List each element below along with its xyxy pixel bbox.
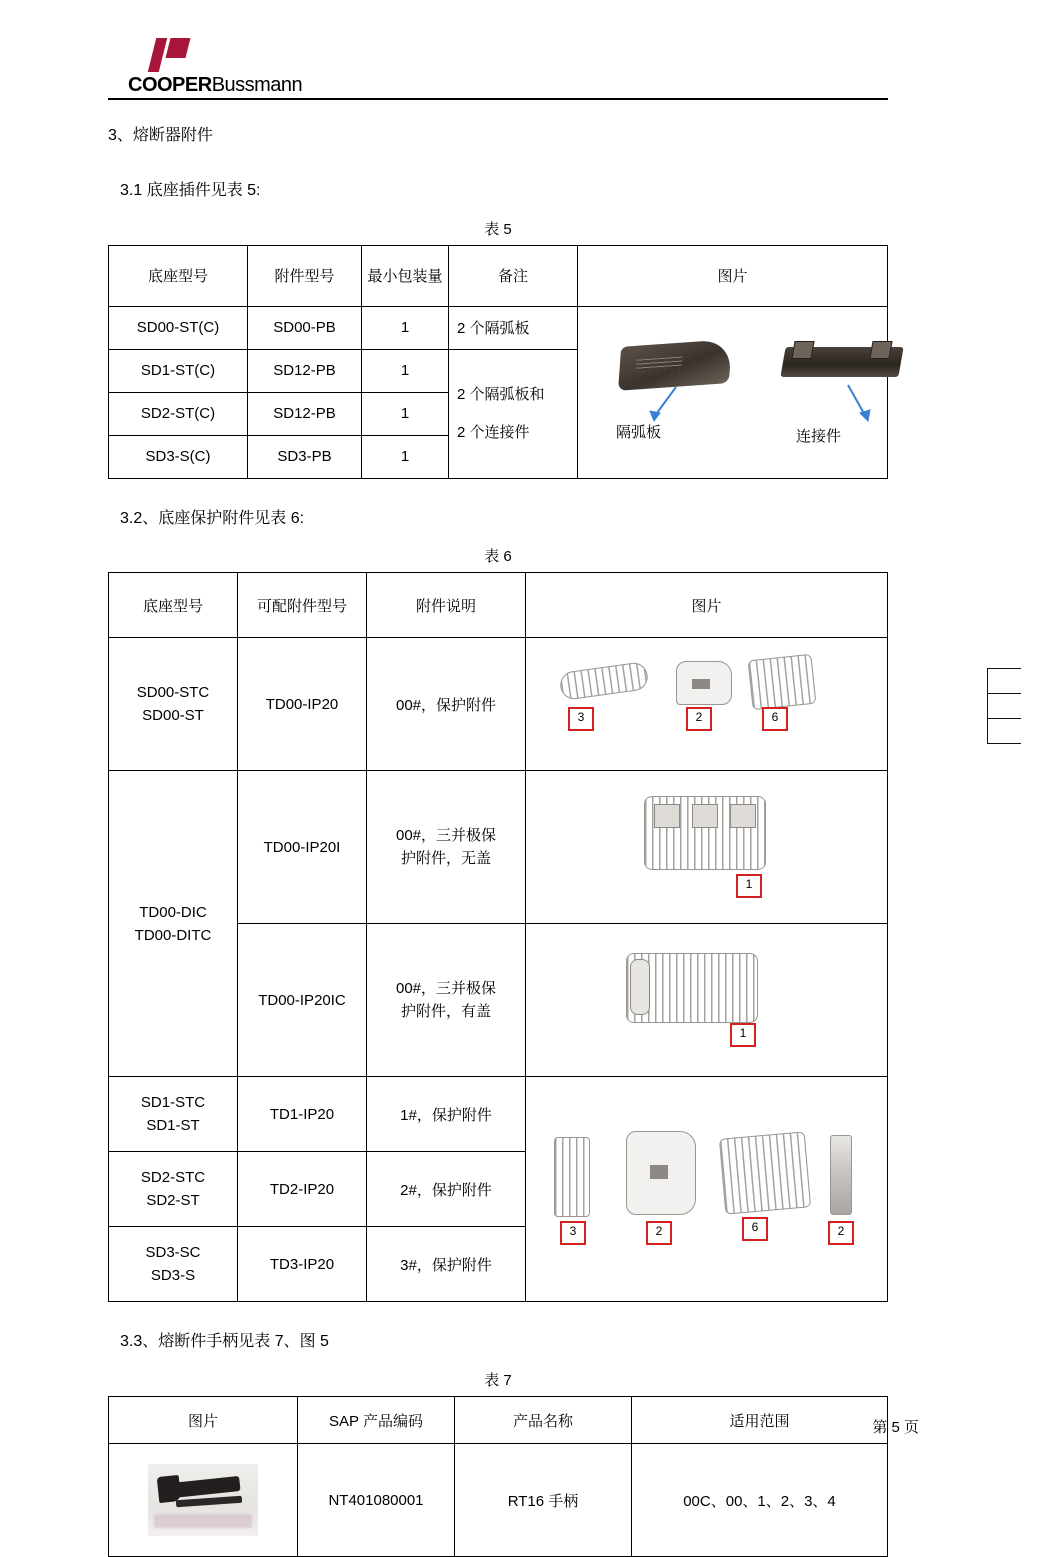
table6-figure-cell-1 [526, 638, 888, 771]
base-line-2: TD00-DITC [134, 926, 212, 944]
logo-brand-primary: COOPER [128, 74, 212, 96]
table5-header-acc: 附件型号 [248, 245, 362, 306]
desc-line-1: 00#，三并极保 [395, 827, 497, 845]
figure-ip20i-part [526, 778, 887, 916]
table6-cell-desc: 00#，保护附件 [367, 638, 526, 771]
table6-cell-base [109, 1152, 238, 1227]
table6-cell-desc [367, 771, 526, 924]
table6-header-row [109, 573, 888, 638]
callout-tag: 3 [560, 1221, 586, 1245]
table7-header-name: 产品名称 [455, 1397, 632, 1444]
base-line-1: SD3-SC [145, 1244, 201, 1262]
figure-label-left: 隔弧板 [616, 423, 662, 441]
table6-cell-acc: TD3-IP20 [238, 1227, 367, 1302]
base-line-2: SD3-S [150, 1267, 196, 1285]
table6-header-acc: 可配附件型号 [238, 573, 367, 638]
table7-cell-sap: NT401080001 [298, 1444, 455, 1557]
figure-ip20-parts [526, 645, 887, 763]
base-line-1: SD2-STC [140, 1169, 206, 1187]
table5-cell-note-first: 2 个隔弧板 [449, 306, 578, 349]
header-divider [108, 98, 888, 100]
table6-cell-base [109, 1077, 238, 1152]
table7-caption: 表 7 [484, 1372, 512, 1390]
page-content [108, 0, 888, 1557]
callout-tag: 1 [736, 874, 762, 898]
table5-cell-qty: 1 [362, 392, 449, 435]
page-footer: 第 5 页 [872, 1419, 919, 1436]
table-row [109, 1077, 888, 1152]
table7-cell-image [109, 1444, 298, 1557]
rt16-handle-photo [148, 1464, 258, 1536]
callout-tag: 2 [646, 1221, 672, 1245]
table-5 [108, 245, 888, 479]
table5-caption: 表 5 [484, 220, 512, 238]
table6-header-image: 图片 [526, 573, 888, 638]
table6-cell-base [109, 771, 238, 1077]
table6-caption: 表 6 [484, 548, 512, 566]
table6-cell-acc: TD1-IP20 [238, 1077, 367, 1152]
logo-wordmark [128, 74, 303, 97]
callout-tag: 2 [828, 1221, 854, 1245]
table-6 [108, 572, 888, 1302]
table6-figure-cell-4 [526, 1077, 888, 1302]
table5-cell-acc: SD12-PB [248, 392, 362, 435]
table6-cell-desc: 3#，保护附件 [367, 1227, 526, 1302]
callout-tag: 6 [762, 707, 788, 731]
table5-figure-cell [578, 306, 888, 478]
base-line-2: SD1-ST [146, 1117, 200, 1135]
base-line-2: SD00-ST [142, 707, 204, 725]
note-line-2: 2 个连接件 [457, 423, 530, 441]
figure-ip20-series-parts [526, 1091, 887, 1287]
table6-cell-acc: TD00-IP20IC [238, 924, 367, 1077]
table6-figure-cell-2 [526, 771, 888, 924]
margin-revision-marks [987, 668, 1021, 744]
table5-cell-qty: 1 [362, 435, 449, 478]
table6-cell-base [109, 1227, 238, 1302]
desc-line-2: 护附件，无盖 [400, 850, 491, 868]
base-line-1: SD00-STC [136, 684, 210, 702]
table5-cell-acc: SD12-PB [248, 349, 362, 392]
section-title: 3、熔断器附件 [108, 127, 213, 144]
cooper-bussmann-logo [128, 38, 303, 96]
table6-cell-acc: TD00-IP20 [238, 638, 367, 771]
subsection-3-2-title: 3.2、底座保护附件见表 6: [120, 509, 305, 527]
base-line-1: SD1-STC [140, 1094, 206, 1112]
base-line-1: TD00-DIC [139, 903, 207, 921]
table5-cell-note-rest [449, 349, 578, 478]
logo-brand-secondary: Bussmann [211, 74, 303, 96]
table6-cell-base [109, 638, 238, 771]
table5-cell-base: SD3-S(C) [109, 435, 248, 478]
table6-cell-acc: TD00-IP20I [238, 771, 367, 924]
table7-cell-name: RT16 手柄 [455, 1444, 632, 1557]
table5-cell-qty: 1 [362, 349, 449, 392]
callout-tag: 6 [742, 1217, 768, 1241]
table5-figure [578, 325, 887, 460]
callout-tag: 2 [686, 707, 712, 731]
document-header [108, 38, 888, 108]
callout-tag: 1 [730, 1023, 756, 1047]
table6-header-desc: 附件说明 [367, 573, 526, 638]
table-row [109, 1444, 888, 1557]
table5-header-row [109, 245, 888, 306]
desc-line-1: 00#，三并极保 [395, 980, 497, 998]
table5-cell-base: SD00-ST(C) [109, 306, 248, 349]
table7-header-image: 图片 [109, 1397, 298, 1444]
table5-cell-acc: SD3-PB [248, 435, 362, 478]
table-7 [108, 1396, 888, 1557]
table5-cell-base: SD1-ST(C) [109, 349, 248, 392]
table5-header-note: 备注 [449, 245, 578, 306]
table6-cell-desc: 2#，保护附件 [367, 1152, 526, 1227]
logo-mark-icon [146, 38, 196, 72]
callout-tag: 3 [568, 707, 594, 731]
note-line-1: 2 个隔弧板和 [457, 386, 545, 404]
table7-header-row [109, 1397, 888, 1444]
table6-cell-desc: 1#，保护附件 [367, 1077, 526, 1152]
table-row [109, 306, 888, 349]
table7-header-sap: SAP 产品编码 [298, 1397, 455, 1444]
figure-label-right: 连接件 [796, 427, 842, 445]
table5-header-image: 图片 [578, 245, 888, 306]
subsection-3-1-title: 3.1 底座插件见表 5: [120, 181, 261, 199]
subsection-3-3-title: 3.3、熔断件手柄见表 7、图 5 [120, 1333, 329, 1351]
table7-header-scope: 适用范围 [632, 1397, 888, 1444]
desc-line-2: 护附件，有盖 [400, 1003, 491, 1021]
table-row [109, 638, 888, 771]
table6-cell-acc: TD2-IP20 [238, 1152, 367, 1227]
base-line-2: SD2-ST [146, 1192, 200, 1210]
table5-header-qty: 最小包装量 [362, 245, 449, 306]
table-row [109, 771, 888, 924]
table5-cell-acc: SD00-PB [248, 306, 362, 349]
table5-cell-base: SD2-ST(C) [109, 392, 248, 435]
table5-header-base: 底座型号 [109, 245, 248, 306]
figure-ip20ic-part [526, 931, 887, 1069]
table7-cell-scope: 00C、00、1、2、3、4 [632, 1444, 888, 1557]
table6-figure-cell-3 [526, 924, 888, 1077]
table6-header-base: 底座型号 [109, 573, 238, 638]
table5-cell-qty: 1 [362, 306, 449, 349]
table6-cell-desc [367, 924, 526, 1077]
